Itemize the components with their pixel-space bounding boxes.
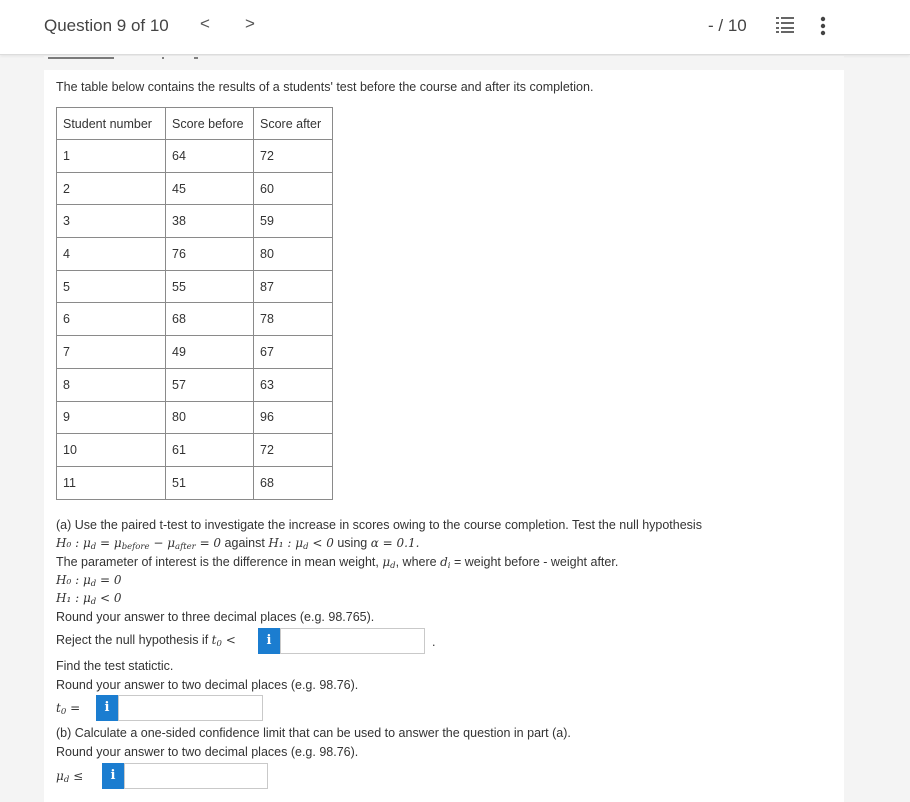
cell-before: 38 — [166, 205, 254, 238]
cell-student: 3 — [57, 205, 166, 238]
h0-minus: − μ — [149, 536, 176, 550]
reject-text: Reject the null hypothesis if — [56, 633, 212, 647]
question-header — [0, 0, 910, 55]
table-row — [57, 172, 333, 205]
test-statistic-input[interactable] — [118, 695, 263, 721]
cell-after: 67 — [254, 336, 333, 369]
mu-info-icon[interactable]: i — [102, 763, 124, 789]
table-row — [57, 466, 333, 499]
mu-label — [56, 769, 83, 785]
param-text-3: = weight before - weight after. — [450, 555, 619, 569]
cell-student: 5 — [57, 270, 166, 303]
cell-student: 1 — [57, 140, 166, 173]
null-hypothesis — [56, 573, 122, 589]
before-sub: before — [121, 542, 150, 552]
more-options-icon[interactable] — [816, 14, 830, 38]
cell-student: 9 — [57, 401, 166, 434]
reject-threshold-input[interactable] — [280, 628, 425, 654]
table-row — [57, 238, 333, 271]
table-header-row — [57, 108, 333, 140]
cell-before: 55 — [166, 270, 254, 303]
table-row — [57, 368, 333, 401]
t0-sub: 0 — [60, 707, 67, 717]
table-row — [57, 303, 333, 336]
cell-student: 10 — [57, 434, 166, 467]
param-i-sub: i — [447, 561, 451, 571]
h0-eq: = μ — [96, 536, 122, 550]
cell-after: 60 — [254, 172, 333, 205]
table-row — [57, 270, 333, 303]
h1-line-rhs: < 0 — [96, 591, 122, 605]
mu-leq: ≤ — [69, 769, 84, 783]
part-a-intro: (a) Use the paired t-test to investigate the increase in scores owing to the course completion. Test the null hypothesis — [56, 518, 702, 532]
cell-student: 4 — [57, 238, 166, 271]
cell-before: 45 — [166, 172, 254, 205]
cell-student: 6 — [57, 303, 166, 336]
parameter-line — [56, 555, 618, 571]
find-statistic-text: Find the test statictic. — [56, 659, 174, 673]
cell-before: 49 — [166, 336, 254, 369]
cell-before: 76 — [166, 238, 254, 271]
confidence-limit-input[interactable] — [124, 763, 268, 789]
h1-rhs: < 0 — [308, 536, 334, 550]
reject-t: t — [211, 633, 217, 647]
cell-before: 61 — [166, 434, 254, 467]
h0-line-lhs: H₀ : μ — [56, 573, 91, 587]
h1-line-sub: d — [90, 597, 97, 607]
h0-eq-zero: = 0 — [195, 536, 222, 550]
cell-after: 78 — [254, 303, 333, 336]
question-card — [44, 70, 844, 802]
part-b-intro: (b) Calculate a one-sided confidence limit that can be used to answer the question in part (a). — [56, 726, 571, 740]
h0-line-sub: d — [90, 579, 97, 589]
cell-after: 59 — [254, 205, 333, 238]
after-sub: after — [175, 542, 196, 552]
reject-t-sub: 0 — [216, 639, 222, 649]
trailing-period: . — [432, 635, 436, 649]
cell-student: 11 — [57, 466, 166, 499]
table-row — [57, 140, 333, 173]
round-two-instruction-a: Round your answer to two decimal places (e.g. 98.76). — [56, 678, 359, 692]
question-list-icon[interactable] — [776, 16, 794, 34]
using-text: using — [333, 536, 371, 550]
header-student-number: Student number — [57, 108, 166, 140]
param-mu: μ — [382, 555, 391, 569]
table-row — [57, 336, 333, 369]
round-three-instruction: Round your answer to three decimal places (e.g. 98.765). — [56, 610, 375, 624]
cell-student: 2 — [57, 172, 166, 205]
mu-sub: d — [63, 775, 70, 785]
question-intro: The table below contains the results of a students' test before the course and after its completion. — [56, 80, 594, 94]
t0-info-icon[interactable]: i — [96, 695, 118, 721]
cell-after: 87 — [254, 270, 333, 303]
cell-after: 96 — [254, 401, 333, 434]
h0-lhs: H₀ : μ — [56, 536, 91, 550]
cell-before: 57 — [166, 368, 254, 401]
cell-after: 72 — [254, 434, 333, 467]
cell-after: 63 — [254, 368, 333, 401]
cell-before: 80 — [166, 401, 254, 434]
h0-d-sub: d — [90, 542, 97, 552]
cell-student: 8 — [57, 368, 166, 401]
param-text-2: , where — [395, 555, 441, 569]
table-row — [57, 434, 333, 467]
header-score-after: Score after — [254, 108, 333, 140]
mu-symbol: μ — [56, 769, 64, 783]
h1-lhs: H₁ : μ — [268, 536, 304, 550]
reject-info-icon[interactable]: i — [258, 628, 280, 654]
previous-question-button[interactable]: < — [200, 14, 210, 33]
h1-d-sub: d — [303, 542, 309, 552]
reject-line — [56, 633, 236, 649]
cell-after: 80 — [254, 238, 333, 271]
against-text: against — [221, 536, 269, 550]
table-row — [57, 205, 333, 238]
param-mu-sub: d — [390, 561, 396, 571]
alpha-value: α = 0.1. — [370, 536, 420, 550]
reject-lt: < — [221, 633, 236, 647]
next-question-button[interactable]: > — [245, 14, 255, 33]
header-score-before: Score before — [166, 108, 254, 140]
question-counter: Question 9 of 10 — [44, 16, 169, 35]
h0-line-rhs: = 0 — [96, 573, 122, 587]
cell-after: 72 — [254, 140, 333, 173]
round-two-instruction-b: Round your answer to two decimal places (e.g. 98.76). — [56, 745, 359, 759]
h1-line-lhs: H₁ : μ — [56, 591, 91, 605]
cell-before: 51 — [166, 466, 254, 499]
cell-student: 7 — [57, 336, 166, 369]
clipped-content-strip — [44, 56, 844, 64]
cell-before: 64 — [166, 140, 254, 173]
question-score: - / 10 — [708, 16, 747, 35]
cell-before: 68 — [166, 303, 254, 336]
table-row — [57, 401, 333, 434]
param-text-1: The parameter of interest is the difference in mean weight, — [56, 555, 383, 569]
alt-hypothesis — [56, 591, 122, 607]
t0-eq: = — [66, 701, 81, 715]
hypothesis-line — [56, 536, 419, 552]
cell-after: 68 — [254, 466, 333, 499]
scores-table — [56, 107, 333, 500]
t0-label — [56, 701, 80, 717]
param-di: d — [440, 555, 448, 569]
t0-t: t — [56, 701, 61, 715]
